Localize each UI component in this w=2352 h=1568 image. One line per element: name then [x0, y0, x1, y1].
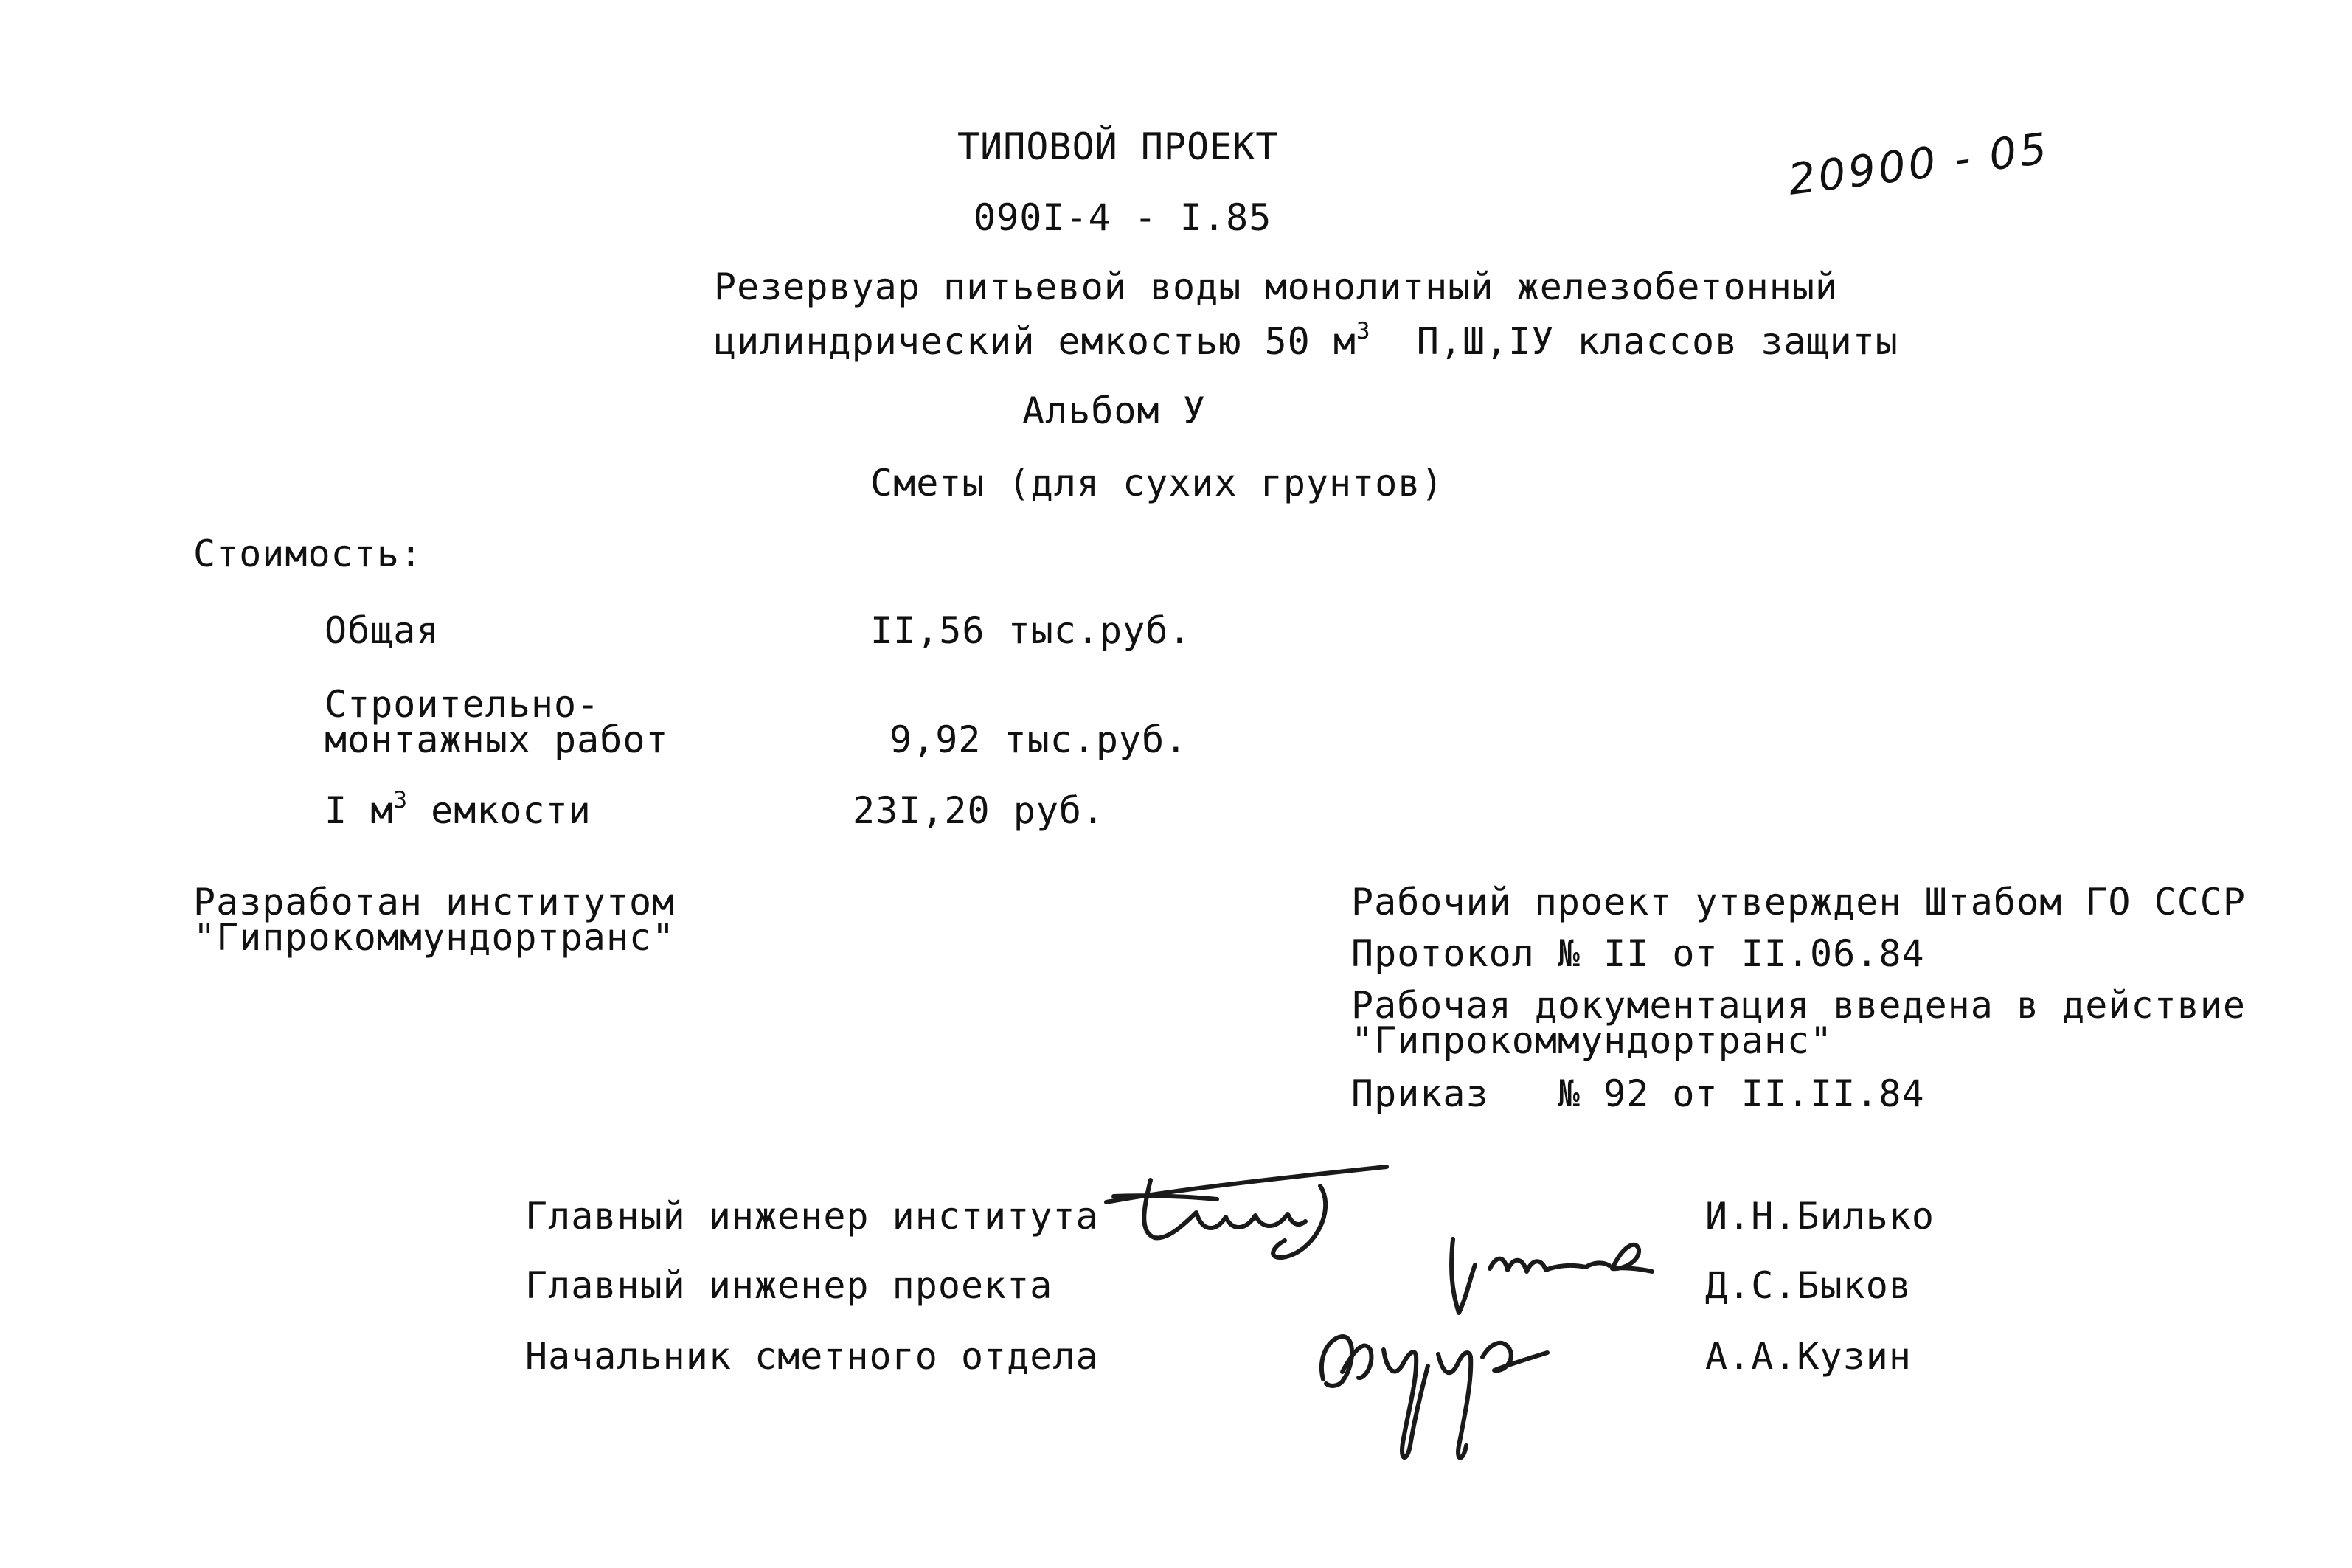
cost-per-m3-text: I м [325, 789, 394, 832]
approval-line-3: Рабочая документация введена в действие [1351, 984, 2246, 1027]
signature-kuzin [1313, 1269, 1578, 1475]
title-line-2-classes: П,Ш,IУ классов защиты [1370, 320, 1898, 363]
album-label: Альбом У [1022, 389, 1206, 432]
approval-order: Приказ № 92 от II.II.84 [1351, 1072, 1925, 1115]
signature-name-bilko: И.Н.Билько [1705, 1195, 1935, 1238]
title-line-2 [714, 318, 1898, 363]
developer-line-2: "Гипрокоммундортранс" [193, 916, 676, 959]
title-line-2-superscript: 3 [1356, 318, 1371, 345]
signature-bilko [1099, 1151, 1409, 1276]
project-code: 090I-4 - I.85 [974, 196, 1272, 239]
handwritten-number: 20900 - 05 [1785, 122, 2053, 205]
cost-total-label: Общая [325, 609, 440, 652]
title-line-2-text: цилиндрический емкостью 50 м [714, 320, 1356, 363]
signature-name-bykov: Д.С.Быков [1705, 1264, 1912, 1307]
title-line-1: Резервуар питьевой воды монолитный железобетонный [714, 266, 1839, 308]
cost-per-m3-value: 23I,20 руб. [853, 789, 1106, 832]
cost-heading: Стоимость: [193, 533, 423, 575]
signature-role-chief-engineer-project: Главный инженер проекта [525, 1264, 1053, 1307]
cost-construction-value: 9,92 тыс.руб. [889, 718, 1188, 761]
developer-line-1: Разработан институтом [193, 881, 676, 923]
approval-line-1: Рабочий проект утвержден Штабом ГО СССР [1351, 881, 2246, 923]
signature-role-chief-engineer-institute: Главный инженер института [525, 1195, 1099, 1238]
cost-construction-label-1: Строительно- [325, 683, 600, 726]
signature-role-head-estimates: Начальник сметного отдела [525, 1335, 1099, 1378]
subtitle: Сметы (для сухих грунтов) [870, 462, 1444, 504]
cost-per-m3-label [325, 787, 592, 832]
approval-protocol: Протокол № II от II.06.84 [1351, 932, 1925, 975]
cost-per-m3-superscript: 3 [393, 787, 408, 814]
cost-total-value: II,56 тыс.руб. [870, 609, 1192, 652]
signature-name-kuzin: А.А.Кузин [1705, 1335, 1912, 1378]
project-type-label: ТИПОВОЙ ПРОЕКТ [957, 125, 1279, 168]
cost-construction-label-2: монтажных работ [325, 718, 669, 761]
cost-per-m3-suffix: емкости [407, 789, 592, 832]
approval-line-4: "Гипрокоммундортранс" [1351, 1019, 1834, 1062]
